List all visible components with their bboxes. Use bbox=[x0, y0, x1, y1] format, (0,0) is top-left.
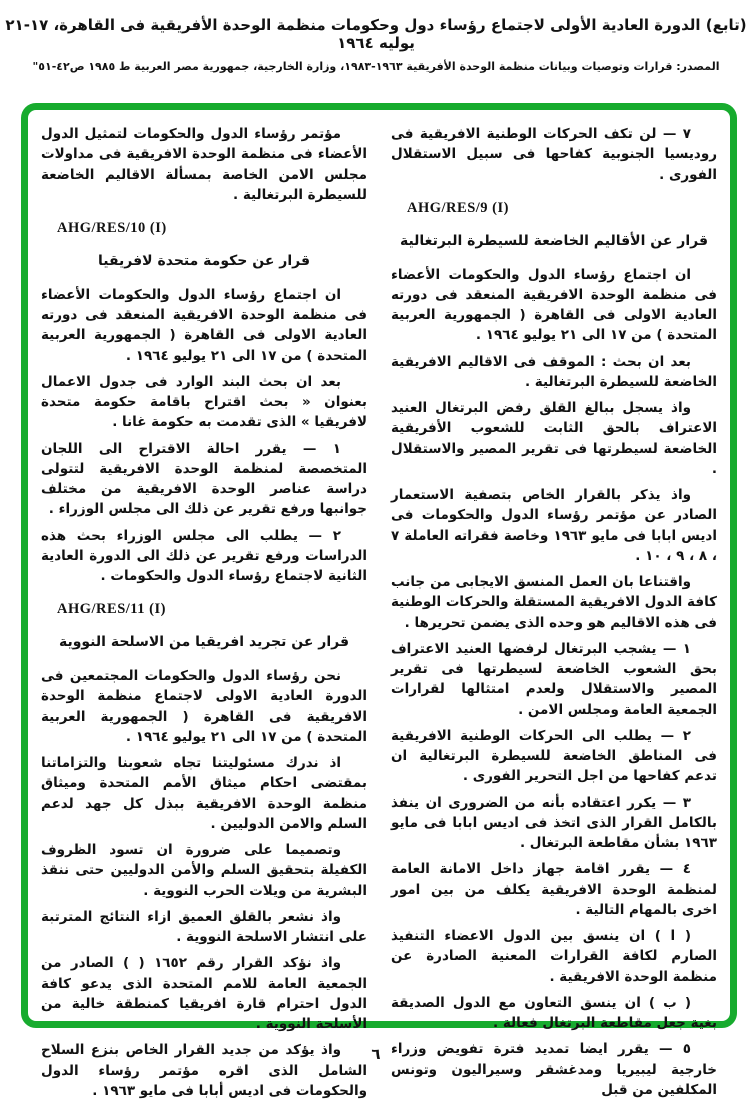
column-right bbox=[391, 124, 717, 1098]
page-header bbox=[0, 16, 752, 73]
resolution-title: قرار عن تجريد افريقيا من الاسلحة النووية bbox=[58, 634, 350, 650]
paragraph: وتصميما على ضرورة ان تسود الظروف الكفيلة بتحقيق السلم والأمن الدوليين حتى ننقذ البشرية من ويلات الحرب النووية . bbox=[41, 842, 367, 899]
text-columns bbox=[28, 110, 730, 1099]
paragraph: بعد ان بحث : الموقف فى الاقاليم الافريقية الخاضعة للسيطرة البرتغالية . bbox=[391, 353, 717, 390]
paragraph: ان اجتماع رؤساء الدول والحكومات الأعضاء فى منظمة الوحدة الافريقية المنعقد فى دورته العادية الاولى فى القاهرة ( الجمهورية العربية المتحدة ) من ١٧ الى ٢١ يوليو ١٩٦٤ . bbox=[391, 266, 717, 344]
resolution-code: AHG/RES/11 (I) bbox=[57, 601, 166, 618]
paragraph: ان اجتماع رؤساء الدول والحكومات الأعضاء فى منظمة الوحدة الافريقية المنعقد فى دورته العادية الاولى فى القاهرة ( الجمهورية العربية المتحدة ) من ١٧ الى ٢١ يوليو ١٩٦٤ . bbox=[41, 286, 367, 364]
paragraph: ( ب ) ان ينسق التعاون مع الدول الصديقة بغية جعل مقاطعة البرتغال فعالة . bbox=[391, 994, 717, 1031]
paragraph: ٣ — يكرر اعتقاده بأنه من الضرورى ان ينفذ بالكامل القرار الذى اتخذ فى اديس ابابا فى مايو ١٩٦٣ بشأن مقاطعة البرتغال . bbox=[391, 794, 717, 851]
paragraph: ٥ — يقرر ايضا تمديد فترة تفويض وزراء خارجية ليبيريا ومدغشقر وسيراليون وتونس المكلفين من قبل bbox=[391, 1041, 717, 1098]
header-session-title: (تابع) الدورة العادية الأولى لاجتماع رؤساء دول وحكومات منظمة الوحدة الأفريقية فى القاهرة، ١٧-٢١ يوليه ١٩٦٤ bbox=[5, 16, 747, 52]
paragraph: واقتناعا بان العمل المنسق الايجابى من جانب كافة الدول الافريقية المستقلة والحركات الوطنية فى هذه الاقاليم هو وحده الذى يضمن تحريرها . bbox=[391, 574, 717, 631]
paragraph: ١ — يقرر احالة الاقتراح الى اللجان المتخصصة لمنظمة الوحدة الافريقية لتتولى دراسة عناصر الوحدة الافريقية من مختلف جوانبها ورفع تقرير عن ذلك الى مجلس الوزراء . bbox=[41, 440, 367, 518]
paragraph: ٢ — يطلب الى مجلس الوزراء بحث هذه الدراسات ورفع تقرير عن ذلك الى الدورة العادية الثانية لاجتماع رؤساء الدول والحكومات . bbox=[41, 527, 367, 584]
paragraph: نحن رؤساء الدول والحكومات المجتمعين فى الدورة العادية الاولى لاجتماع منظمة الوحدة الافريقية فى القاهرة ( الجمهورية العربية المتحدة ) من ١٧ الى ٢١ يوليو ١٩٦٤ . bbox=[41, 668, 367, 745]
resolution-code: AHG/RES/9 (I) bbox=[407, 199, 509, 216]
content-frame bbox=[21, 103, 737, 1099]
paragraph: ٤ — يقرر اقامة جهاز داخل الامانة العامة لمنظمة الوحدة الافريقية يكلف من بين امور اخرى بالمهام التالية . bbox=[391, 861, 717, 918]
page-number: ٦ bbox=[371, 1045, 381, 1063]
paragraph: واذ نؤكد القرار رقم ١٦٥٢ ( ) الصادر من الجمعية العامة للامم المتحدة الذى يدعو كافة الدول احترام قارة افريقيا كمنطقة خالية من الأسلحة النووية . bbox=[41, 955, 367, 1032]
paragraph: واذ يؤكد من جديد القرار الخاص بنزع السلاح الشامل الذى اقره مؤتمر رؤساء الدول والحكومات فى اديس أبابا فى مايو ١٩٦٣ . bbox=[41, 1042, 367, 1099]
paragraph: اذ ندرك مسئوليتنا تجاه شعوبنا والتزاماتنا بمقتضى احكام ميثاق الأمم المتحدة وميثاق منظمة الوحدة الافريقية ببذل كل جهد لدعم السلم والامن الدوليين . bbox=[41, 755, 367, 832]
page-footer bbox=[0, 1044, 752, 1063]
column-left bbox=[41, 124, 367, 1099]
resolution-title: قرار عن حكومة متحدة لافريقيا bbox=[98, 252, 310, 269]
paragraph: ٢ — يطلب الى الحركات الوطنية الافريقية فى المناطق الخاضعة للسيطرة البرتغالية ان تدعم كفاحها من اجل التحرير الفورى . bbox=[391, 727, 717, 785]
paragraph: واذ يسجل ببالغ القلق رفض البرتغال العنيد الاعتراف بالحق الثابت للشعوب الأفريقية الخاضعة لسيطرتها فى تقرير المصير والاستقلال . bbox=[391, 400, 717, 477]
resolution-code: AHG/RES/10 (I) bbox=[57, 220, 167, 236]
paragraph: مؤتمر رؤساء الدول والحكومات لتمثيل الدول الأعضاء فى منظمة الوحدة الافريقية فى مداولات مجلس الامن الخاصة بمسألة الاقاليم الخاضعة للسيطرة البرتغالية . bbox=[41, 126, 367, 203]
paragraph: بعد ان بحث البند الوارد فى جدول الاعمال بعنوان « بحث اقتراح باقامة حكومة متحدة لافريقيا » الذى تقدمت به حكومة غانا . bbox=[41, 373, 367, 431]
paragraph: واذ نشعر بالقلق العميق ازاء النتائج المترتبة على انتشار الاسلحة النووية . bbox=[41, 908, 367, 945]
paragraph: واذ يذكر بالقرار الخاص بتصفية الاستعمار الصادر عن مؤتمر رؤساء الدول والحكومات فى اديس ابابا فى مايو ١٩٦٣ وخاصة فقراته العاملة ٧ ، ٨ ، ٩ ، ١٠ . bbox=[391, 487, 717, 564]
paragraph: ( ا ) ان ينسق بين الدول الاعضاء التنفيذ الصارم لكافة القرارات المعنية الصادرة عن منظمة الوحدة الافريقية . bbox=[391, 928, 717, 985]
paragraph: ١ — يشجب البرتغال لرفضها العنيد الاعتراف بحق الشعوب الخاضعة لسيطرتها فى تقرير المصير والاستقلال ولعدم امتثالها لقرارات الجمعية العامة ومجلس الامن . bbox=[391, 640, 717, 718]
paragraph: ٧ — لن تكف الحركات الوطنية الافريقية فى روديسيا الجنوبية كفاحها فى سبيل الاستقلال الفورى . bbox=[391, 126, 717, 183]
header-source-line: المصدر: قرارات وتوصيات وبيانات منظمة الوحدة الأفريقية ١٩٦٣-١٩٨٣، وزارة الخارجية، جمهورية مصر العربية ط ١٩٨٥ ص٤٢-٥١" bbox=[32, 60, 720, 73]
resolution-title: قرار عن الأقاليم الخاضعة للسيطرة البرتغالية bbox=[399, 232, 709, 249]
